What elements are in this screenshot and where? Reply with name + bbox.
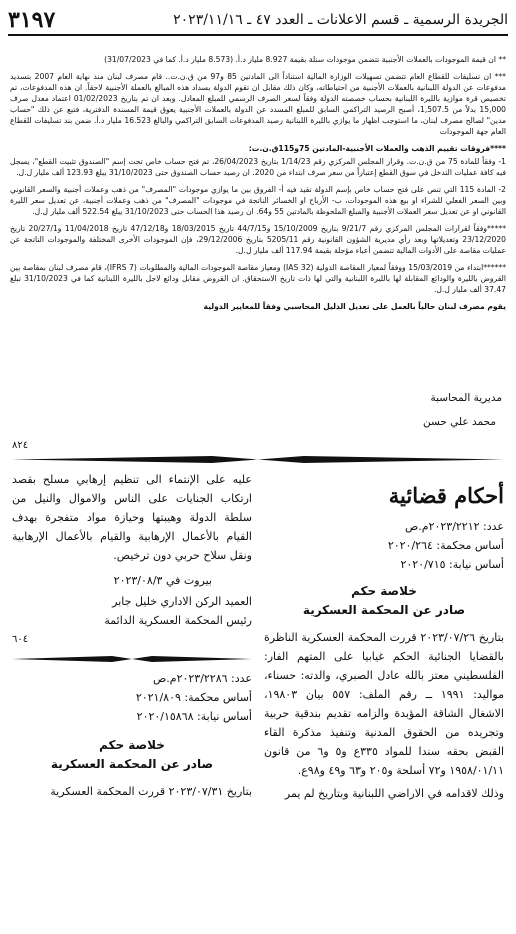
financial-notes <box>10 54 506 318</box>
note-3-heading: ****فروقات تقييم الذهب والعملات الأجنبية-المادتين 75و115ق.ن.ت: <box>248 144 506 153</box>
case-value-2: ٢٠٢٣/٢٢٨٦م.ص <box>152 672 228 685</box>
item-number-824: ٨٢٤ <box>12 440 29 451</box>
case-value: ٢٠٢٣/٢٢١٢م.ص <box>404 520 480 533</box>
page-header <box>8 6 508 36</box>
section-divider <box>12 455 504 464</box>
case-number-row <box>264 517 504 536</box>
item-number-604: ٦٠٤ <box>12 634 29 645</box>
signature-dept: مديرية المحاسبة <box>430 392 502 404</box>
court-label: أساس محكمة: <box>436 539 504 552</box>
prosecution-value: ٢٠٢٠/٧١٥ <box>400 558 446 571</box>
prosecution-value-2: ٢٠٢٠/١٥٨٦٨ <box>136 710 194 723</box>
date-line: بيروت في ٢٠٢٣/٠٨/٣ <box>113 574 212 587</box>
prosecution-basis-row <box>264 555 504 574</box>
judgment-body-continued: وذلك لاقدامه في الاراضي اللبنانية وبتاريخ لم يمر <box>284 787 504 800</box>
prosecution-label-2: أساس نيابة: <box>197 710 252 723</box>
judgment-body-end: عليه على الإنتماء الى تنظيم إرهابي مسلح بقصد ارتكاب الجنايات على الناس والاموال والنيل من سلطة الدولة وهيبتها وحيازة مواد متفجرة بهدف القيام بالأعمال الإرهابية والقيام بالأعمال الإرهابية ونقل سلاح حربي دون ترخيص. <box>12 473 252 562</box>
note-5: ******ابتداء من 15/03/2019 ووفقاً لمعيار المقاصة الدولية (IAS 32) ومعيار مقاصة الموجودات المالية والمطلوبات (IFRS 7)، قام مصرف لبنان بمقاصة بين القروض بالليرة والودائع المقابلة لها بالليرة اللبنانية والتي لها ذات تاريخ الاستحقاق. ان القروض مقابل ودائع لاجل بالليرة اللبنانية كما في 31/10/2023 تبلغ 37.47 ألف مليار ل.ل. <box>10 263 507 294</box>
note-6: يقوم مصرف لبنان حالياً بالعمل على تعديل الدليل المحاسبي وفقاً للمعايير الدولية <box>203 302 506 311</box>
judgment-divider <box>12 655 252 663</box>
left-column <box>12 470 252 801</box>
court-title-2: صادر عن المحكمة العسكرية <box>50 757 214 771</box>
note-4: *****وفقاً لقرارات المجلس المركزي رقم 9/21/7 بتاريخ 15/10/2009 و44/7/15 تاريخ 18/03/2015 و47/12/18 تاريخ 11/04/2018 و20/27/1 تاريخ 23/12/2020 وتعديلاتها وبعد رأي مديرية الشؤون القانونية رقم 5205/11 بتاريخ 29/12/2006، فإن الموجودات الأخرى المختلفة والموجودات الناتجة عن عمليات مقاصة على الأدوات المالية تتضمن أعباء مؤجلة بقيمة 117.94 ألف مليار ل.ل. <box>10 224 507 255</box>
court-title: صادر عن المحكمة العسكرية <box>302 603 466 617</box>
note-3-item-1: 1- وفقاً للمادة 75 من ق.ن.ت. وقرار المجلس المركزي رقم 1/14/23 بتاريخ 26/04/2023، تم فتح حساب خاص تحت إسم "الصندوق تثبيت القطع"، يسجل فيه كافة عمليات التدخل في سوق القطع إعتباراً من سعر صرف ابتداء من 2020. ان رصيد حساب الصندوق حتى 31/10/2023 يبلغ 123.93 ألف مليار ل.ل. <box>10 157 506 177</box>
prosecution-basis-row-2 <box>12 707 252 726</box>
judgment-body: بتاريخ ٢٠٢٣/٠٧/٢٦ قررت المحكمة العسكرية الناظرة بالقضايا الجنائية الحكم غيابيا على المتهم الفار: الفلسطيني معتز بالله عادل الصبري، والدته: حسناء، مواليد: ١٩٩١ ــ رقم الملف: ٥٥٧ بيان ١٩٨٠٣، الاشغال الشاقة المؤبدة والزامه تقديم بندقية حربية وتجريده من الحقوق المدنية وتنفيذ مذكرة القاء القبض بحقه سندا للمواد ٣٣٥ع و٥ و٦ من قانون ١٩٥٨/٠١/١١ و٧٢ أسلحة و٢٠٥ و٦٣ و٤٩ و٩٨ع. <box>264 631 505 777</box>
judgment-body-2: بتاريخ ٢٠٢٣/٠٧/٣١ قررت المحكمة العسكرية <box>50 785 252 798</box>
court-value: ٢٠٢٠/٢٦٤ <box>387 539 433 552</box>
section-title: أحكام قضائية <box>388 483 504 508</box>
case-label-2: عدد: <box>231 672 252 685</box>
header-title: الجريدة الرسمية ـ قسم الاعلانات ـ العدد ٤٧ ـ ٢٠٢٣/١١/١٦ <box>173 12 508 28</box>
case-number-row-2 <box>12 669 252 688</box>
note-3-item-2: 2- المادة 115 التي تنص على فتح حساب خاص بإسم الدولة تقيد فيه أ- الفروق بين ما يوازي موجودات "المصرف" من ذهب وعملات أجنبية والسعر القانوني وبين السعر الفعلي للشراء او بيع هذه الموجودات، ب- الأرباح او الخسائر الناتجة في موجودات "المصرف" من ذهب وعملات أجنبية، عن تعديل سعر الليرة القانوني او عن تعديل سعر العملات الأجنبية والمبلغ الملحوظة بالمادتين 55 و64. ان رصيد هذا الحساب حتى 31/10/2023 يبلغ 522.54 ألف مليار ل.ل. <box>10 185 506 216</box>
signer-title: رئيس المحكمة العسكرية الدائمة <box>104 614 252 627</box>
right-column <box>264 470 504 803</box>
note-1: ** ان قيمة الموجودات بالعملات الأجنبية تتضمن موجودات سنلة بقيمة 8.927 مليار د.أ. (8.573 مليار د.أ. كما في 31/07/2023) <box>104 55 506 64</box>
court-basis-row-2 <box>12 688 252 707</box>
summary-title: خلاصة حكم <box>351 584 417 598</box>
court-basis-row <box>264 536 504 555</box>
court-label-2: أساس محكمة: <box>184 691 252 704</box>
signer-rank: العميد الركن الاداري خليل جابر <box>112 595 252 608</box>
case-label: عدد: <box>483 520 504 533</box>
note-2: *** ان تسليفات للقطاع العام تتضمن تسهيلات الوزارة المالية استناداً الى المادتين 85 و97 من ق.ن.ت.. قام مصرف لبنان منذ نهاية العام 2007 بتسديد مدفوعات عن الدولة اللبنانية بالعملات الأجنبية من احتياطاته، وكان ذلك مقابل ان تقوم الدولة بسداد هذه المبالغ بالعملة الأجنبية لاحقاً. ان هذه المدفوعات، تم تخصيص قرة موازية بالليرة اللبنانية بحساب خصصته الدولة وفقاً لسعر الصرف الرسمي للمبلغ المعادل. وبعد ان تم بتاريخ 01/02/2023 اعتماد معدل صرف 15,000 بدلاً من 1,507.5، أصبح الرصيد التراكمي السابق للمبلغ المسدد عن الدولة بالعملات الأجنبية يعوق قيمة المسندة الدفترية، فتبع عن ذلك "حساب مدين" لصالح مصرف لبنان، ما استوجب اظهار ما يوازي بالليرة اللبنانية رصيد المدفوعات السابق التراكمي والبالغ 16.523 مليار د.أ. ضمن بند تسليفات للقطاع العام جهة الموجودات <box>10 72 507 136</box>
header-page-number: ٣١٩٧ <box>8 7 56 33</box>
summary-title-2: خلاصة حكم <box>99 738 165 752</box>
court-value-2: ٢٠٢١/٨٠٩ <box>135 691 181 704</box>
prosecution-label: أساس نيابة: <box>449 558 504 571</box>
signature-name: محمد علي حسن <box>422 416 496 428</box>
